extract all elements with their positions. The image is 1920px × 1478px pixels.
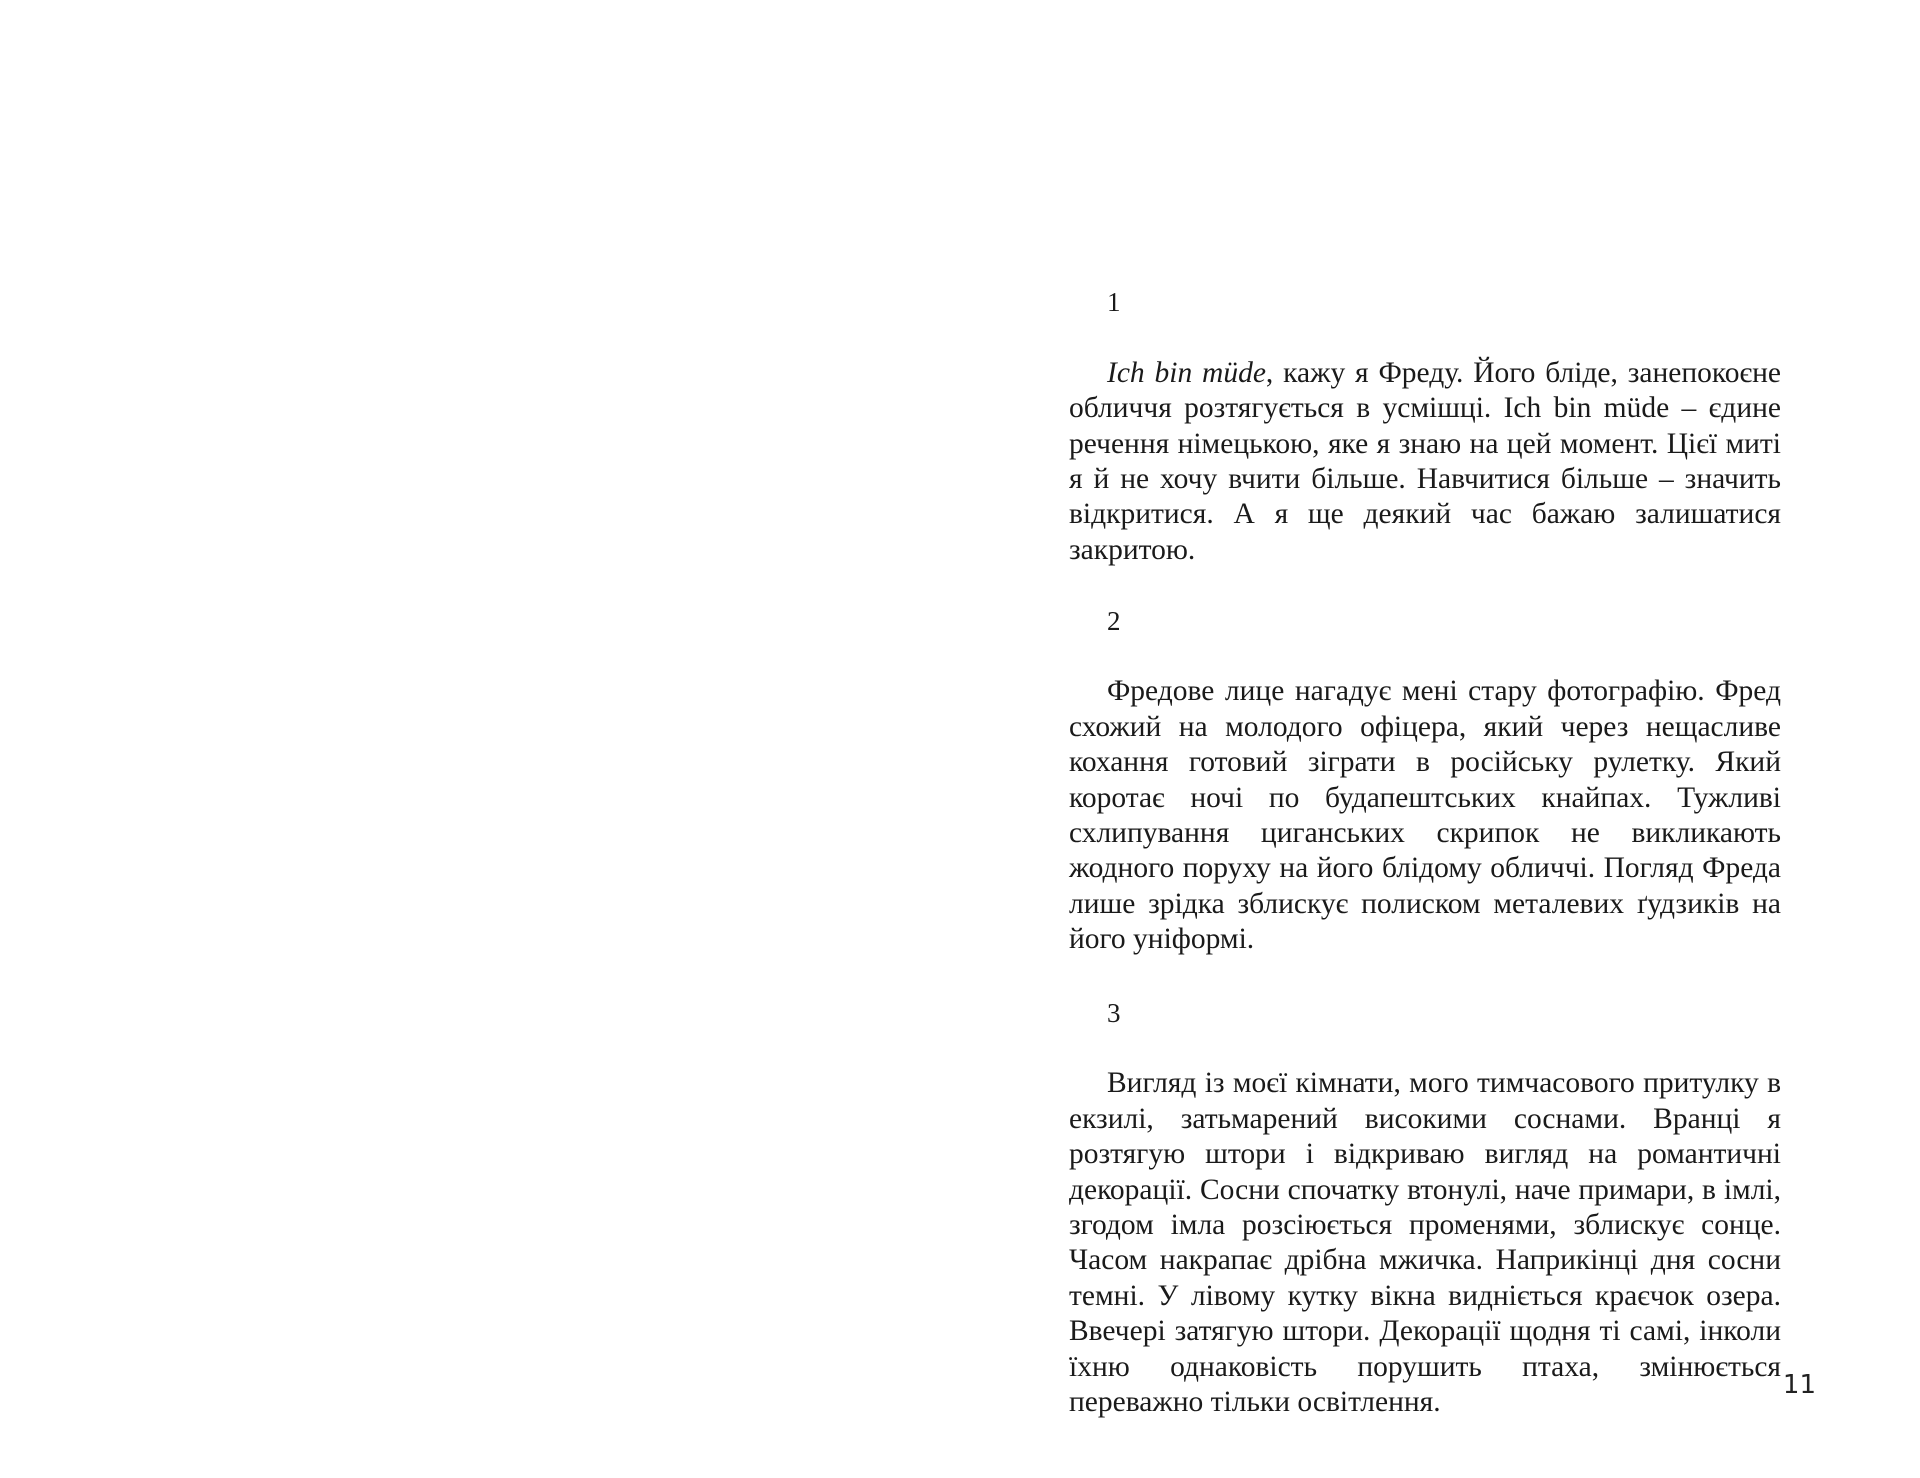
- section-1-paragraph: [1069, 356, 1781, 568]
- section-2-paragraph: Фредове лице нагадує мені стару фотографію. Фред схожий на молодого офіцера, який через нещасливе кохання готовий зіграти в російську рулетку. Який коротає ночі по будапештських кнайпах. Тужливі схлипування циганських скрипок не викликають жодного поруху на його блідому обличчі. Погляд Фреда лише зрідка зблискує полиском металевих ґудзиків на його уніформі.: [1069, 675, 1781, 956]
- section-number-3: 3: [1107, 997, 1121, 1028]
- section-3-paragraph: Вигляд із моєї кімнати, мого тимчасового притулку в екзилі, затьмарений високими соснами. Вранці я розтягую штори і відкриваю вигляд на романтичні декорації. Сосни спочатку втонулі, наче примари, в імлі, згодом імла розсіюється променями, зблискує сонце. Часом накрапає дрібна мжичка. Наприкінці дня сосни темні. У лівому кутку вікна видніється краєчок озера. Ввечері затягую штори. Декорації щодня ті самі, інколи їхню однаковість порушить птаха, змінюється переважно тільки освітлення.: [1069, 1067, 1781, 1419]
- page-text: [1069, 285, 1781, 1420]
- section-1-text: , кажу я Фреду. Його бліде, занепокоєне обличчя розтягується в усмішці. Ich bin müde – єдине речення німецькою, яке я знаю на цей момент. Цієї миті я й не хочу вчити більше. Навчитися більше – значить відкритися. А я ще деякий час бажаю залишатися закритою.: [1069, 356, 1781, 566]
- page-number: 11: [1782, 1370, 1816, 1400]
- right-page: [960, 0, 1920, 1478]
- section-number-1: 1: [1107, 287, 1121, 317]
- section-number-2: 2: [1107, 605, 1121, 636]
- german-phrase: Ich bin müde: [1107, 356, 1266, 389]
